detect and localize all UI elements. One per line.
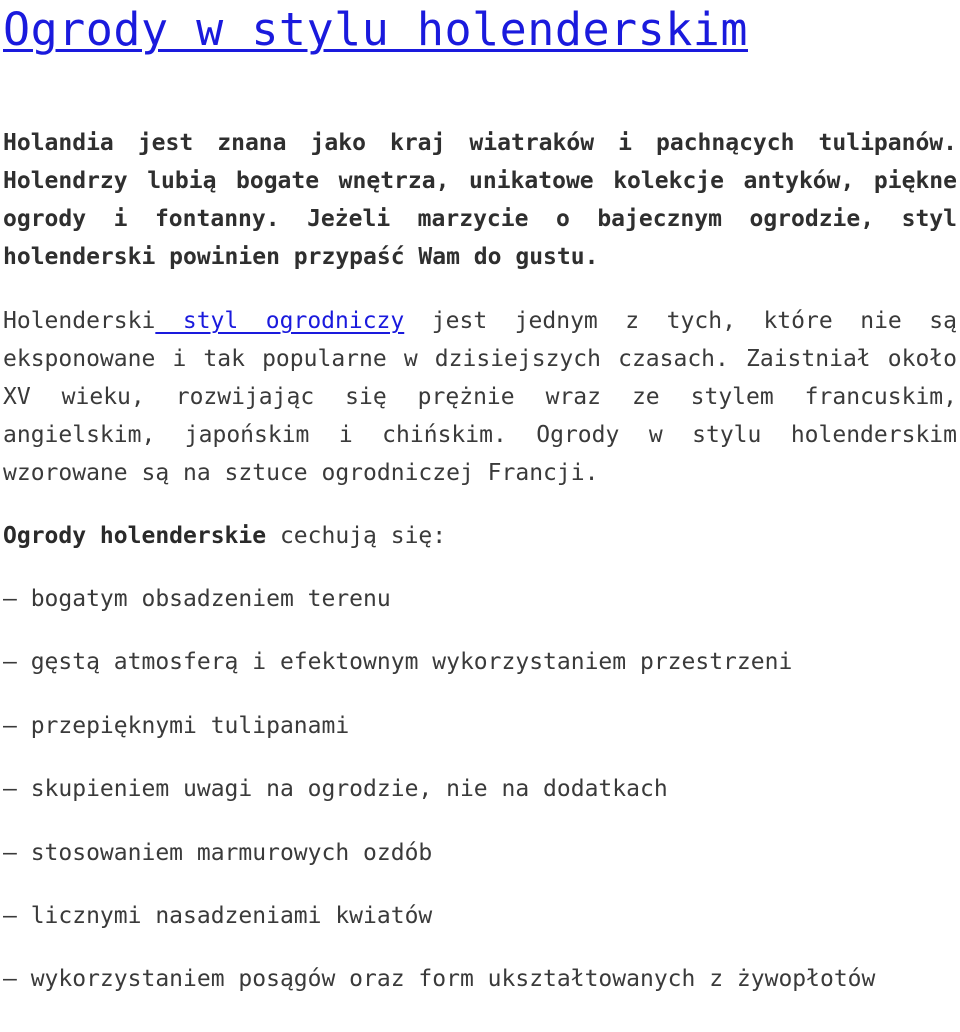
paragraph-text-end: jest jednym z tych, które nie są eksponowane i tak popularne w dzisiejszych czasach. Zaistniał około XV wieku, rozwijając się prężnie wraz ze stylem francuskim, angielskim, japońskim i chińskim. Ogrody w stylu holenderskim wzorowane są na sztuce ogrodniczej Francji. xyxy=(3,308,957,486)
features-lead-bold: Ogrody holenderskie xyxy=(3,523,267,549)
list-item: – gęstą atmosferą i efektownym wykorzystaniem przestrzeni xyxy=(3,649,793,675)
list-item: – licznymi nasadzeniami kwiatów xyxy=(3,903,433,929)
features-lead-rest: cechują się: xyxy=(266,523,447,549)
title-link[interactable]: Ogrody w stylu holenderskim xyxy=(3,3,748,56)
list-item: – wykorzystaniem posągów oraz form ukształtowanych z żywopłotów xyxy=(3,966,876,992)
features-lead xyxy=(3,517,957,555)
list-item: – przepięknymi tulipanami xyxy=(3,713,350,739)
intro-paragraph: Holandia jest znana jako kraj wiatraków i pachnących tulipanów. Holendrzy lubią bogate wnętrza, unikatowe kolekcje antyków, piękne ogrody i fontanny. Jeżeli marzycie o bajecznym ogrodzie, styl holenderski powinien przypaść Wam do gustu. xyxy=(3,130,957,270)
list-item: – skupieniem uwagi na ogrodzie, nie na dodatkach xyxy=(3,776,668,802)
styl-ogrodniczy-link[interactable]: styl ogrodniczy xyxy=(155,308,405,334)
paragraph-text-start: Holenderski xyxy=(3,308,156,334)
list-item: – stosowaniem marmurowych ozdób xyxy=(3,840,433,866)
body-paragraph xyxy=(3,302,957,492)
list-item: – bogatym obsadzeniem terenu xyxy=(3,586,391,612)
page-title xyxy=(3,2,748,58)
